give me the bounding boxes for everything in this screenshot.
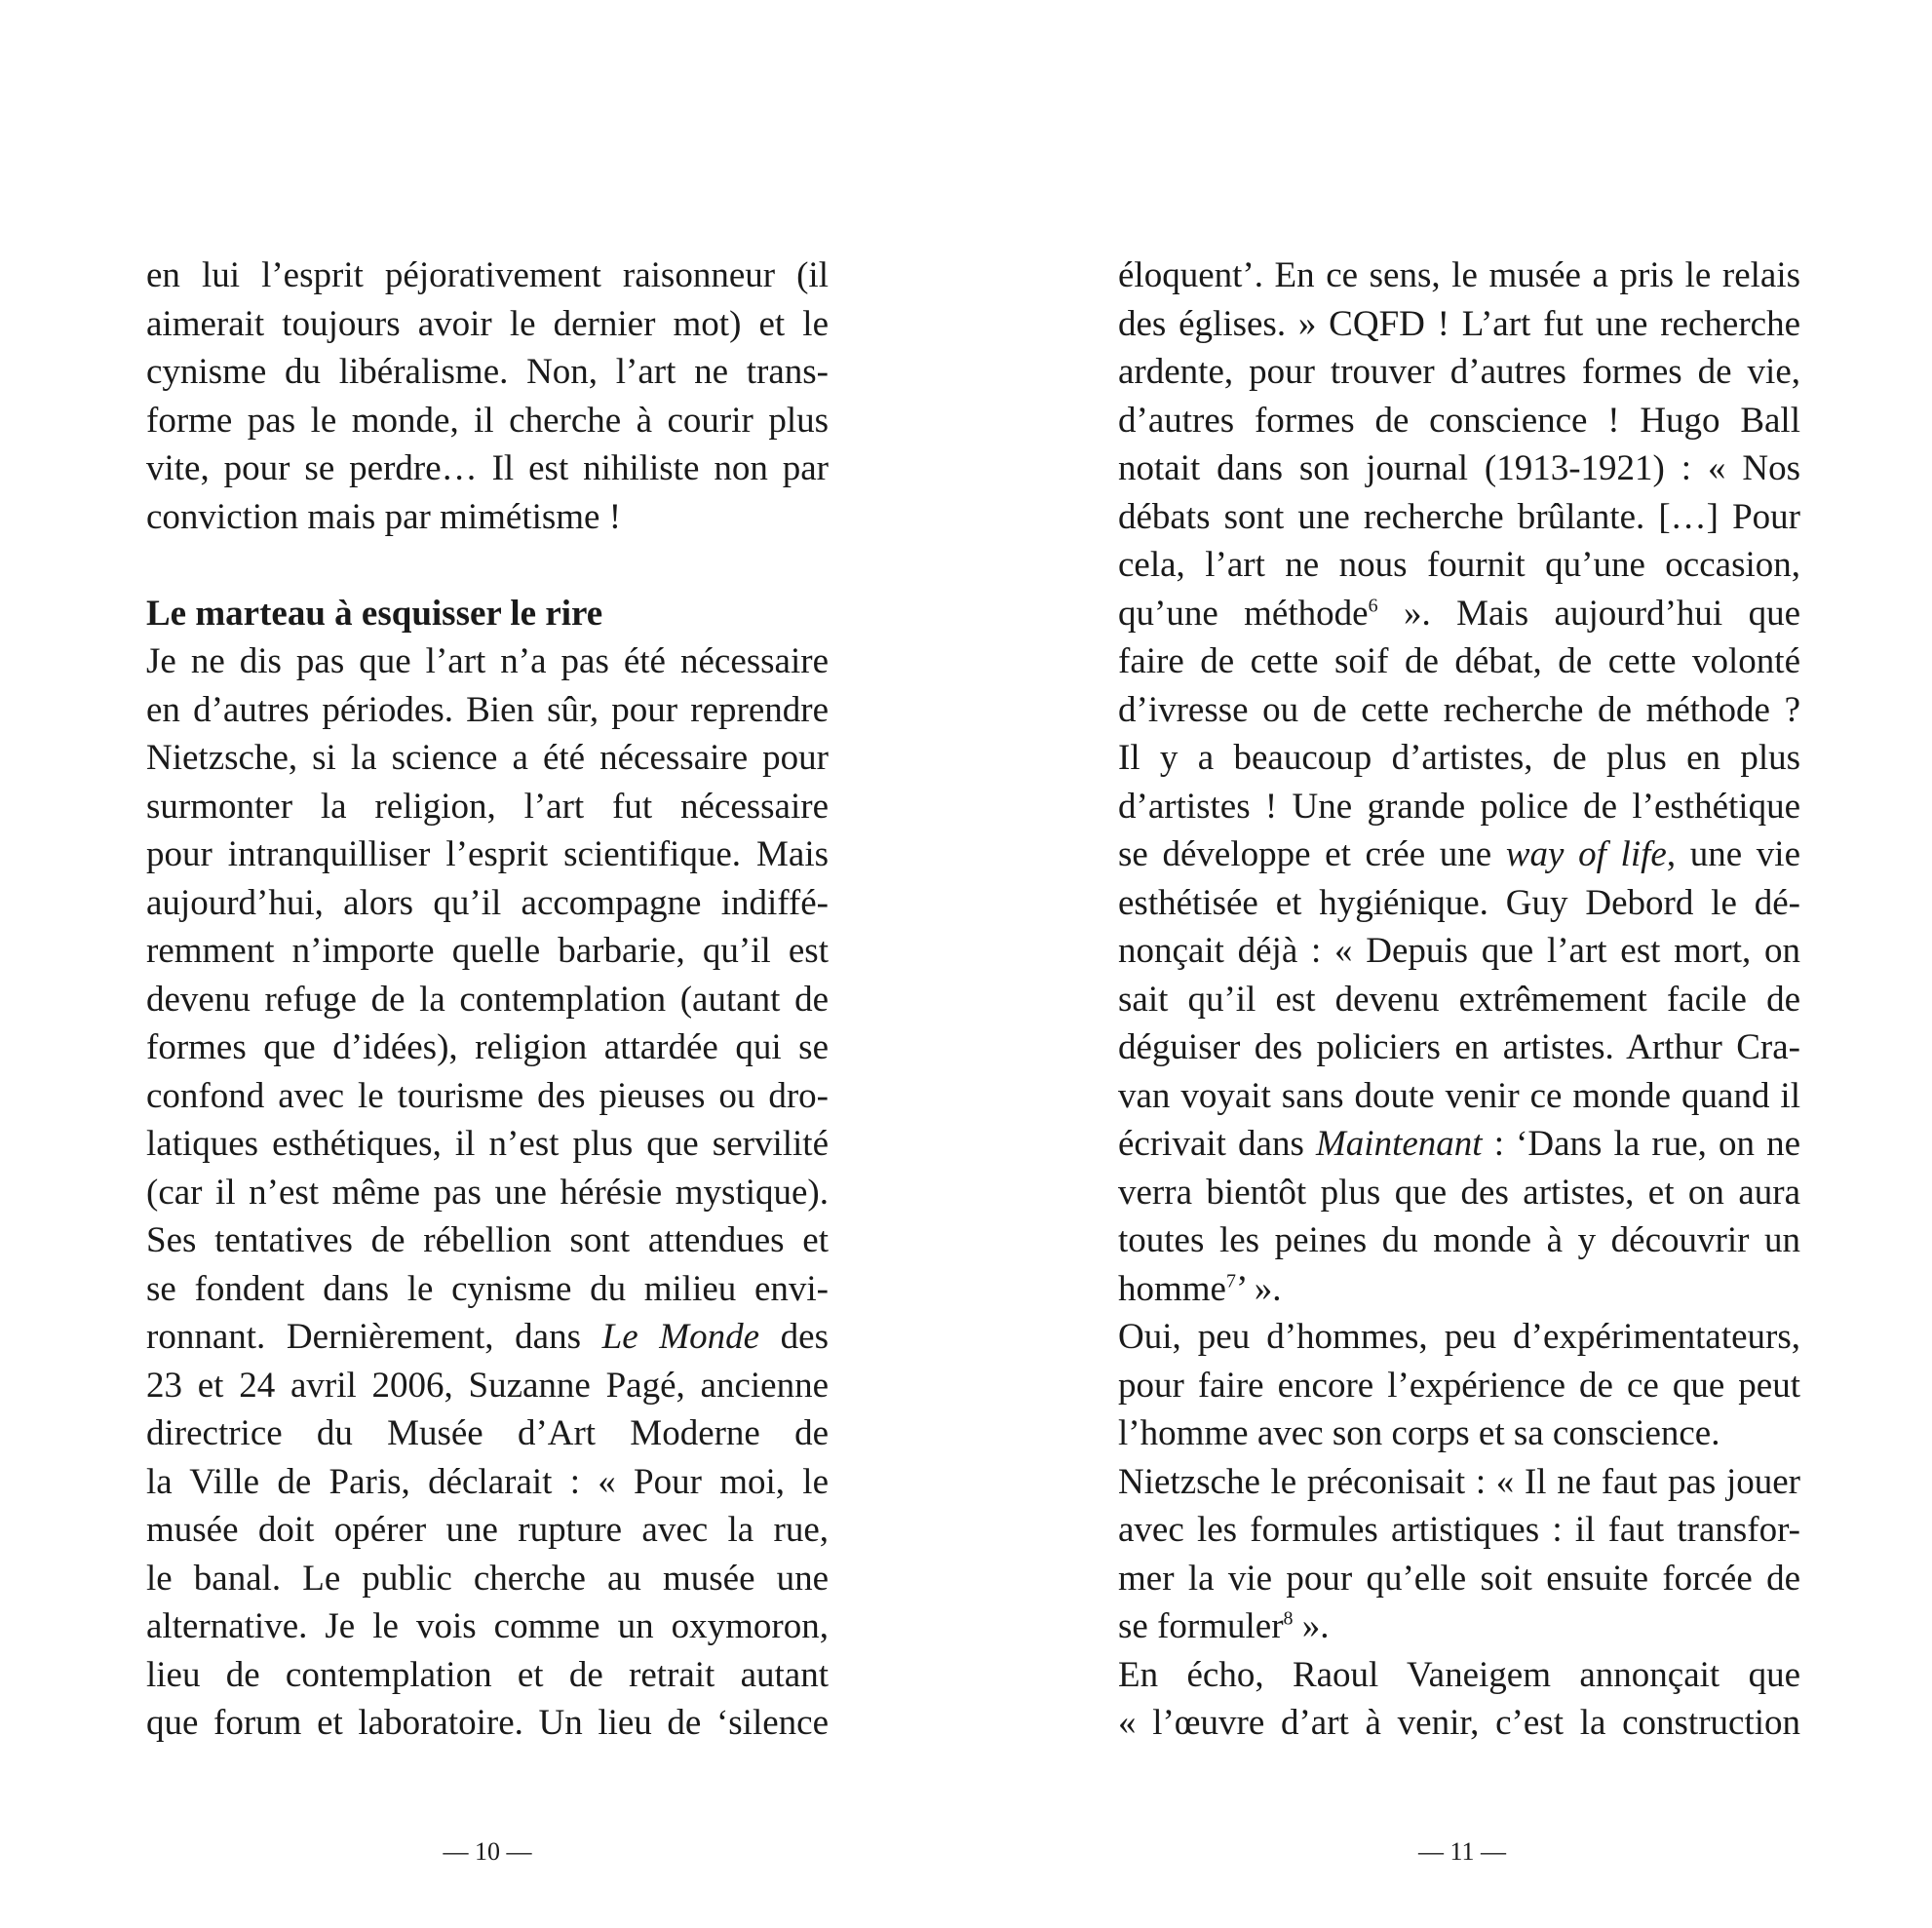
text-fragment: ». — [1293, 1606, 1330, 1646]
text-line: débats sont une recherche brûlante. […] Pour — [1118, 496, 1800, 537]
text-line: sait qu’il est devenu extrêmement facile de — [1118, 979, 1800, 1020]
text-line: esthétisée et hygiénique. Guy Debord le dé- — [1118, 882, 1800, 923]
text-fragment: ronnant. Dernièrement, dans — [146, 1317, 602, 1357]
text-line: van voyait sans doute venir ce monde quand il — [1118, 1075, 1800, 1116]
text-line: Nietzsche le préconisait : « Il ne faut pas jouer — [1118, 1461, 1800, 1502]
text-line: le banal. Le public cherche au musée une — [146, 1558, 829, 1599]
text-line: d’artistes ! Une grande police de l’esthétique — [1118, 786, 1800, 827]
footnote-reference: 6 — [1368, 595, 1378, 617]
text-line: formes que d’idées), religion attardée qui se — [146, 1027, 829, 1067]
text-fragment: des — [759, 1317, 829, 1357]
text-line: faire de cette soif de débat, de cette volonté — [1118, 641, 1800, 681]
text-line: des églises. » CQFD ! L’art fut une recherche — [1118, 303, 1800, 344]
text-fragment: ’ ». — [1235, 1268, 1282, 1309]
page-number: — 10 — — [443, 1837, 532, 1866]
text-line: ardente, pour trouver d’autres formes de vie, — [1118, 352, 1800, 392]
text-line: 23 et 24 avril 2006, Suzanne Pagé, ancienne — [146, 1365, 829, 1406]
text-line: pour intranquilliser l’esprit scientifique. Mais — [146, 834, 829, 874]
text-line: forme pas le monde, il cherche à courir plus — [146, 400, 829, 441]
text-line: musée doit opérer une rupture avec la rue, — [146, 1510, 829, 1550]
text-line: surmonter la religion, l’art fut nécessaire — [146, 786, 829, 827]
text-line: en d’autres périodes. Bien sûr, pour reprendre — [146, 689, 829, 730]
text-line: que forum et laboratoire. Un lieu de ‘silence — [146, 1703, 829, 1743]
text-line: cynisme du libéralisme. Non, l’art ne trans- — [146, 352, 829, 392]
text-line: déguiser des policiers en artistes. Arthur Cra- — [1118, 1027, 1800, 1067]
text-line: Il y a beaucoup d’artistes, de plus en plus — [1118, 738, 1800, 778]
text-fragment: homme — [1118, 1268, 1226, 1309]
text-line-with-italic — [146, 1313, 829, 1362]
text-line: (car il n’est même pas une hérésie mystique). — [146, 1172, 829, 1213]
text-line: la Ville de Paris, déclarait : « Pour moi, le — [146, 1461, 829, 1502]
section-heading: Le marteau à esquisser le rire — [146, 593, 603, 634]
text-line: devenu refuge de la contemplation (autant de — [146, 979, 829, 1020]
text-line: vite, pour se perdre… Il est nihiliste non par — [146, 448, 829, 488]
text-line-with-footnote — [1118, 1265, 1800, 1314]
text-line: lieu de contemplation et de retrait autant — [146, 1654, 829, 1695]
text-line-with-footnote — [1118, 1602, 1800, 1651]
text-line: Ses tentatives de rébellion sont attendues et — [146, 1220, 829, 1260]
text-line: « l’œuvre d’art à venir, c’est la construction — [1118, 1703, 1800, 1743]
right-page — [966, 0, 1932, 1928]
text-line: d’autres formes de conscience ! Hugo Ball — [1118, 400, 1800, 441]
newspaper-title: Le Monde — [601, 1317, 760, 1357]
text-fragment: se développe et crée une — [1118, 834, 1506, 874]
text-line: se fondent dans le cynisme du milieu envi- — [146, 1268, 829, 1309]
text-line: Je ne dis pas que l’art n’a pas été nécessaire — [146, 641, 829, 681]
text-fragment: : ‘Dans la rue, on ne — [1482, 1124, 1800, 1164]
text-line: cela, l’art ne nous fournit qu’une occasion, — [1118, 545, 1800, 585]
text-fragment: , une vie — [1666, 834, 1800, 874]
text-line: remment n’importe quelle barbarie, qu’il est — [146, 931, 829, 971]
text-line: mer la vie pour qu’elle soit ensuite forcée de — [1118, 1558, 1800, 1599]
text-fragment: écrivait dans — [1118, 1124, 1316, 1164]
text-line: pour faire encore l’expérience de ce que peut — [1118, 1365, 1800, 1406]
text-line: d’ivresse ou de cette recherche de méthode ? — [1118, 689, 1800, 730]
paragraph-gap — [146, 541, 829, 590]
text-fragment: qu’une méthode — [1118, 593, 1369, 634]
text-line-with-italic — [1118, 830, 1800, 879]
text-fragment: se formuler — [1118, 1606, 1284, 1646]
italic-phrase: way of life — [1505, 834, 1667, 874]
text-line: conviction mais par mimétisme ! — [146, 496, 622, 537]
text-line: en lui l’esprit péjorativement raisonneur (il — [146, 255, 829, 295]
text-line-with-italic — [1118, 1120, 1800, 1169]
text-line: l’homme avec son corps et sa conscience. — [1118, 1413, 1720, 1453]
text-line: aimerait toujours avoir le dernier mot) et le — [146, 303, 829, 344]
right-text-column — [1118, 251, 1800, 1748]
text-line: Nietzsche, si la science a été nécessaire pour — [146, 738, 829, 778]
text-line: toutes les peines du monde à y découvrir un — [1118, 1220, 1800, 1260]
footnote-reference: 8 — [1283, 1607, 1294, 1630]
text-line-with-footnote — [1118, 590, 1800, 638]
left-text-column — [146, 251, 829, 1748]
text-line: alternative. Je le vois comme un oxymoron, — [146, 1606, 829, 1646]
text-line: aujourd’hui, alors qu’il accompagne indiffé- — [146, 882, 829, 923]
text-line: Oui, peu d’hommes, peu d’expérimentateurs, — [1118, 1317, 1800, 1357]
text-line: éloquent’. En ce sens, le musée a pris le relais — [1118, 255, 1800, 295]
text-line: verra bientôt plus que des artistes, et on aura — [1118, 1172, 1800, 1213]
text-line: notait dans son journal (1913-1921) : « Nos — [1118, 448, 1800, 488]
journal-title: Maintenant — [1315, 1124, 1483, 1164]
text-line: avec les formules artistiques : il faut transfor- — [1118, 1510, 1800, 1550]
text-line: nonçait déjà : « Depuis que l’art est mort, on — [1118, 931, 1800, 971]
footnote-reference: 7 — [1225, 1270, 1236, 1292]
text-line: directrice du Musée d’Art Moderne de — [146, 1413, 829, 1453]
text-line: En écho, Raoul Vaneigem annonçait que — [1118, 1654, 1800, 1695]
page-number: — 11 — — [1417, 1837, 1507, 1866]
text-line: confond avec le tourisme des pieuses ou dro- — [146, 1075, 829, 1116]
text-line: latiques esthétiques, il n’est plus que servilité — [146, 1124, 829, 1164]
text-fragment: ». Mais aujourd’hui que — [1377, 593, 1800, 634]
